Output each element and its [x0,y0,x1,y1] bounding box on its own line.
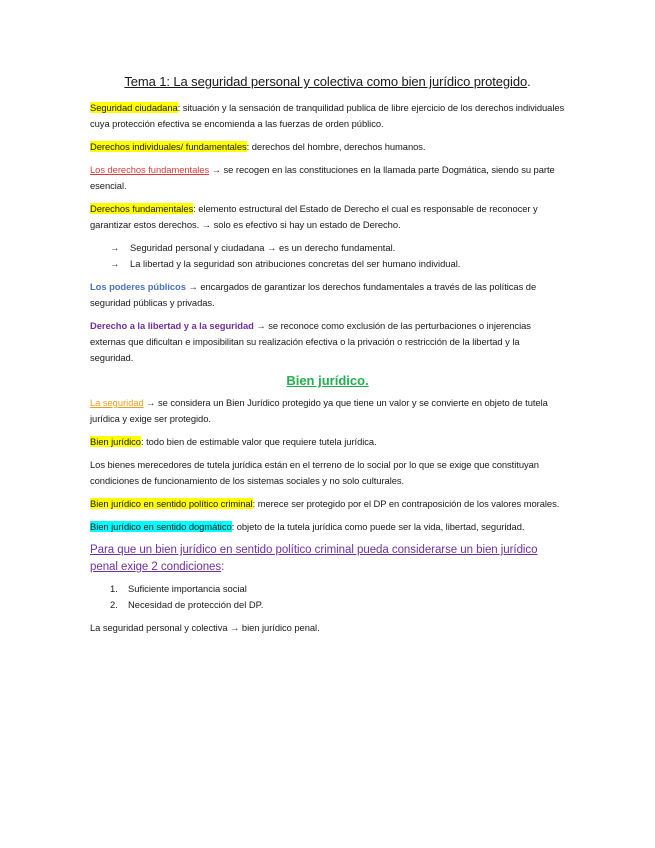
arrow-bullet: → [110,258,120,269]
definition-text: → se recogen en las constituciones en la llamada parte Dogmática, siendo su parte esencial. [90,164,555,191]
term-la-seguridad: La seguridad [90,397,144,408]
paragraph-derechos-fundamentales [90,201,565,233]
document-page [90,74,565,643]
paragraph-seguridad-ciudadana [90,100,565,132]
paragraph-politico-criminal [90,496,565,512]
term-seguridad-ciudadana: Seguridad ciudadana [90,102,178,113]
list-item [110,597,565,613]
paragraph-text: La seguridad personal y colectiva → bien jurídico penal. [90,622,320,633]
subheading-condiciones [90,542,565,576]
term-dogmatico: Bien jurídico en sentido dogmático [90,521,232,532]
section-title [90,373,565,388]
paragraph-bienes-merecedores [90,457,565,489]
arrow-list [90,240,565,272]
term-derecho-libertad: Derecho a la libertad y a la seguridad [90,320,254,331]
paragraph-los-derechos-fundamentales [90,162,565,194]
subheading-text: Para que un bien jurídico en sentido político criminal pueda considerarse un bien jurídico penal exige 2 condiciones [90,544,538,573]
page-title-end: . [527,74,531,89]
paragraph-text: Los bienes merecedores de tutela jurídica están en el terreno de lo social por lo que se exige que constituyan condiciones de funcionamiento de los sistemas sociales y no solo culturales. [90,459,539,486]
list-item-text: Suficiente importancia social [128,583,247,594]
definition-text: → encargados de garantizar los derechos fundamentales a través de las políticas de seguridad públicas y privadas. [90,281,537,308]
list-item-text: Necesidad de protección del DP. [128,599,264,610]
term-politico-criminal: Bien jurídico en sentido político criminal [90,498,253,509]
paragraph-poderes-publicos [90,279,565,311]
numbered-list [90,581,565,613]
term-poderes-publicos: Los poderes públicos [90,281,186,292]
term-bien-juridico: Bien jurídico [90,436,141,447]
list-item [110,581,565,597]
paragraph-bien-juridico [90,434,565,450]
section-title-text: Bien jurídico. [286,373,369,388]
definition-text: : derechos del hombre, derechos humanos. [246,141,426,152]
paragraph-conclusion [90,620,565,636]
definition-text: : situación y la sensación de tranquilidad publica de libre ejercicio de los derechos individuales cuya protección efectiva se encomienda a las fuerzas de orden público. [90,102,565,129]
paragraph-dogmatico [90,519,565,535]
definition-text: : elemento estructural del Estado de Derecho el cual es responsable de reconocer y garantizar estos derechos. → solo es efectivo si hay un estado de Derecho. [90,203,538,230]
page-title [90,74,565,89]
list-number: 2. [110,599,118,610]
paragraph-derecho-libertad [90,318,565,366]
list-number: 1. [110,583,118,594]
list-item-text: La libertad y la seguridad son atribuciones concretas del ser humano individual. [130,258,461,269]
paragraph-derechos-individuales [90,139,565,155]
definition-text: : objeto de la tutela jurídica como puede ser la vida, libertad, seguridad. [231,521,525,532]
list-item-text: Seguridad personal y ciudadana → es un derecho fundamental. [130,242,396,253]
page-title-text: Tema 1: La seguridad personal y colectiva como bien jurídico protegido [124,74,528,89]
subheading-end: : [221,561,225,573]
definition-text: : todo bien de estimable valor que requiere tutela jurídica. [140,436,377,447]
term-los-derechos-fundamentales: Los derechos fundamentales [90,164,210,175]
paragraph-la-seguridad [90,395,565,427]
list-item [110,256,565,272]
list-item [110,240,565,256]
term-derechos-individuales: Derechos individuales/ fundamentales [90,141,247,152]
definition-text: → se considera un Bien Jurídico protegido ya que tiene un valor y se convierte en objeto de tutela jurídica y exige ser protegido. [90,397,548,424]
arrow-bullet: → [110,242,120,253]
term-derechos-fundamentales: Derechos fundamentales [90,203,194,214]
definition-text: : merece ser protegido por el DP en contraposición de los valores morales. [252,498,560,509]
definition-text: → se reconoce como exclusión de las perturbaciones o injerencias externas que dificultan e imposibilitan su realización efectiva o la privación o restricción de la libertad y la seguridad. [90,320,531,363]
